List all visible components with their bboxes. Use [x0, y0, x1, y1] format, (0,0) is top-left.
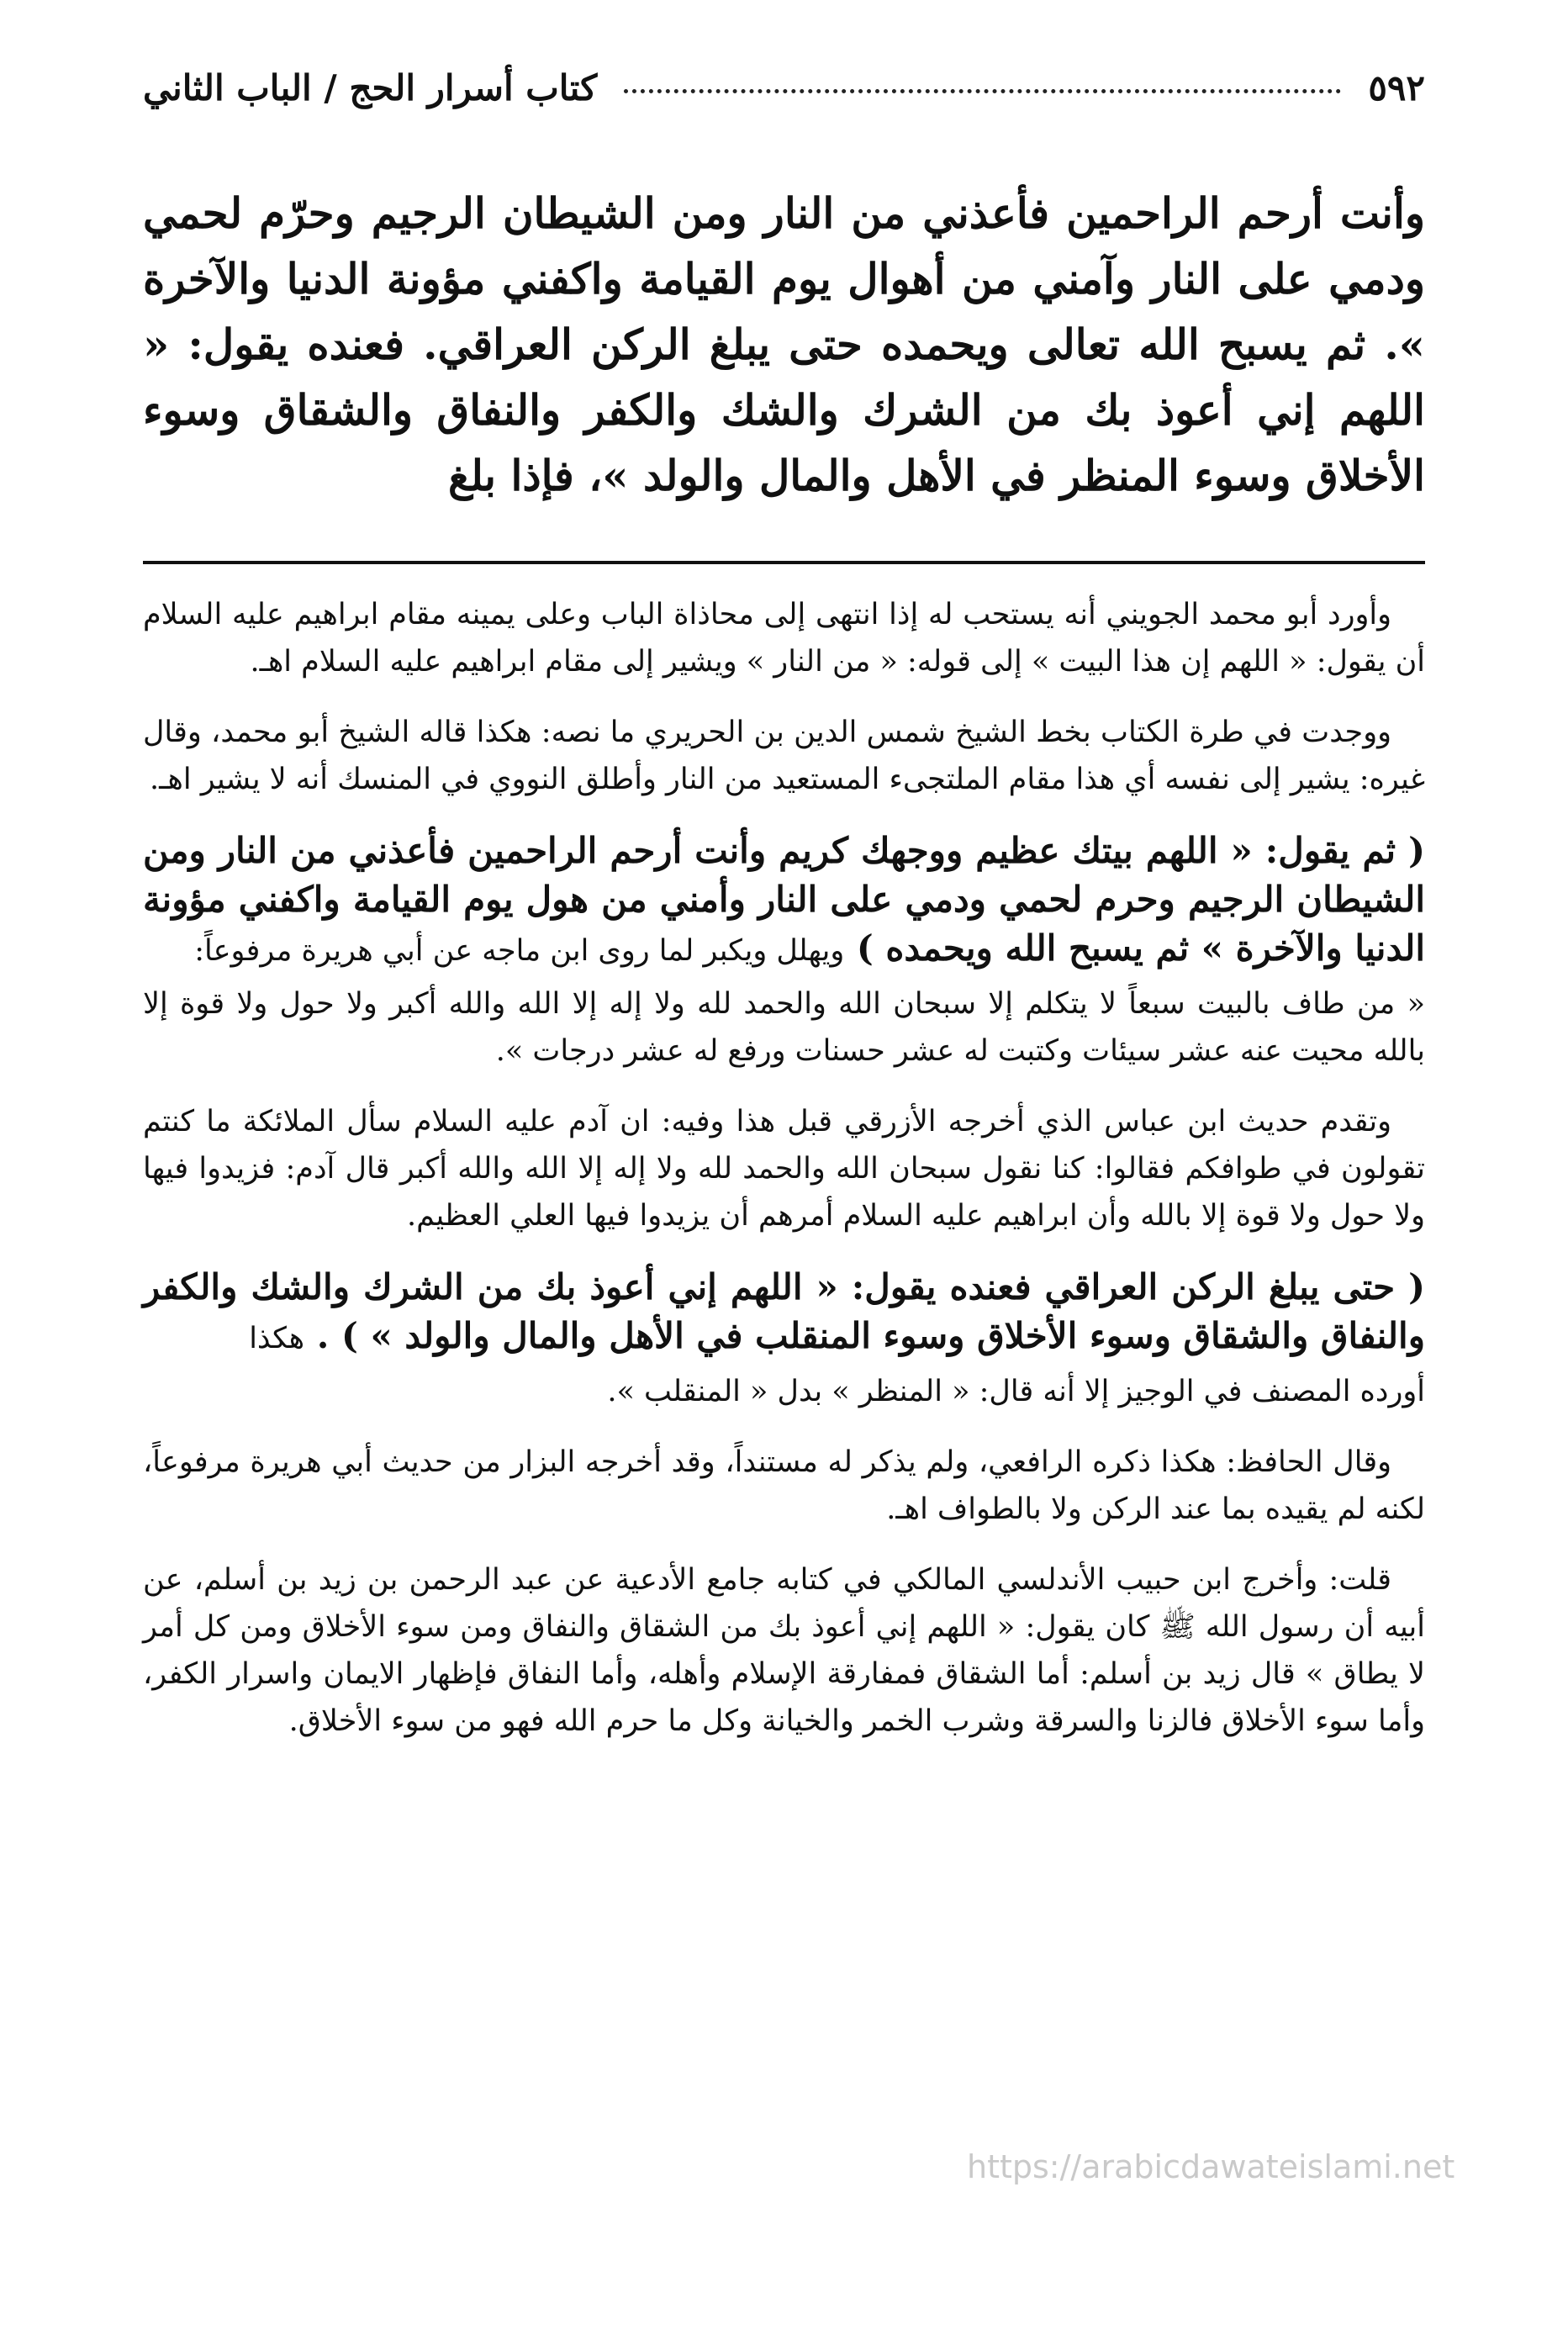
- quoted-matn-2-continuation: هكذا: [249, 1322, 305, 1355]
- commentary-block-2: [143, 1263, 1425, 1415]
- book-page: [143, 67, 1425, 2270]
- running-title: كتاب أسرار الحج / الباب الثاني: [143, 67, 598, 108]
- commentary-text-2: أورده المصنف في الوجيز إلا أنه قال: « المنظر » بدل « المنقلب ».: [607, 1375, 1425, 1408]
- header-dotted-leader: [624, 89, 1341, 93]
- quoted-matn-1-continuation: ويهلل ويكبر لما روى ابن ماجه عن أبي هريرة مرفوعاً:: [194, 934, 845, 968]
- quoted-matn-1-text: ( ثم يقول: « اللهم بيتك عظيم ووجهك كريم وأنت أرحم الراحمين فأعذني من النار ومن الشيطان الرجيم وحرم لحمي ودمي على النار وأمني من هول يوم القيامة واكفني مؤونة الدنيا والآخرة » ثم يسبح الله ويحمده ): [143, 830, 1425, 969]
- quoted-matn-1: [143, 827, 1425, 975]
- watermark-url: https://arabicdawateislami.net: [967, 2148, 1455, 2185]
- page-header: [143, 67, 1425, 135]
- footnote-separator: [143, 561, 1425, 564]
- quoted-matn-2: [143, 1263, 1425, 1363]
- hadith-text-1: « من طاف بالبيت سبعاً لا يتكلم إلا سبحان الله والحمد لله ولا إله إلا الله والله أكبر ولا حول ولا قوة إلا بالله محيت عنه عشر سيئات وكتبت له عشر حسنات ورفع له عشر درجات ».: [143, 987, 1425, 1068]
- commentary-block-1: [143, 827, 1425, 1075]
- footnote-paragraph-2: ووجدت في طرة الكتاب بخط الشيخ شمس الدين بن الحريري ما نصه: هكذا قاله الشيخ أبو محمد، وقال غيره: يشير إلى نفسه أي هذا مقام الملتجىء المستعيد من النار وأطلق النووي في المنسك أنه لا يشير اهـ.: [143, 716, 1425, 796]
- footnotes: [143, 591, 1425, 1745]
- page-number: ٥٩٢: [1368, 67, 1425, 108]
- footnote-paragraph-4: وقال الحافظ: هكذا ذكره الرافعي، ولم يذكر له مستنداً، وقد أخرجه البزار من حديث أبي هريرة مرفوعاً، لكنه لم يقيده بما عند الركن ولا بالطواف اهـ.: [143, 1445, 1425, 1526]
- footnote-paragraph-5: قلت: وأخرج ابن حبيب الأندلسي المالكي في كتابه جامع الأدعية عن عبد الرحمن بن زيد بن أسلم، عن أبيه أن رسول الله ﷺ كان يقول: « اللهم إني أعوذ بك من الشقاق والنفاق ومن سوء الأخلاق ومن كل أمر لا يطاق » قال زيد بن أسلم: أما الشقاق فمفارقة الإسلام وأهله، وأما النفاق فإظهار الايمان واسرار الكفر، وأما سوء الأخلاق فالزنا والسرقة وشرب الخمر والخيانة وكل ما حرم الله فهو من سوء الأخلاق.: [143, 1563, 1425, 1738]
- footnote-paragraph-3: وتقدم حديث ابن عباس الذي أخرجه الأزرقي قبل هذا وفيه: ان آدم عليه السلام سأل الملائكة ما كنتم تقولون في طوافكم فقالوا: كنا نقول سبحان الله والحمد لله ولا إله إلا الله والله أكبر قال آدم: فزيدوا فيها ولا حول ولا قوة إلا بالله وأن ابراهيم عليه السلام أمرهم أن يزيدوا فيها العلي العظيم.: [143, 1105, 1425, 1233]
- footnote-paragraph-1: وأورد أبو محمد الجويني أنه يستحب له إذا انتهى إلى محاذاة الباب وعلى يمينه مقام ابراهيم عليه السلام أن يقول: « اللهم إن هذا البيت » إلى قوله: « من النار » ويشير إلى مقام ابراهيم عليه السلام اهـ.: [143, 598, 1425, 679]
- quoted-matn-2-text: ( حتى يبلغ الركن العراقي فعنده يقول: « اللهم إني أعوذ بك من الشرك والشك والكفر والنفاق والشقاق وسوء الأخلاق وسوء المنقلب في الأهل والمال والولد » ) .: [143, 1266, 1425, 1356]
- main-text: وأنت أرحم الراحمين فأعذني من النار ومن الشيطان الرجيم وحرّم لحمي ودمي على النار وآمني من أهوال يوم القيامة واكفني مؤونة الدنيا والآخرة ». ثم يسبح الله تعالى ويحمده حتى يبلغ الركن العراقي. فعنده يقول: « اللهم إني أعوذ بك من الشرك والشك والكفر والنفاق والشقاق وسوء الأخلاق وسوء المنظر في الأهل والمال والولد »، فإذا بلغ: [143, 188, 1425, 500]
